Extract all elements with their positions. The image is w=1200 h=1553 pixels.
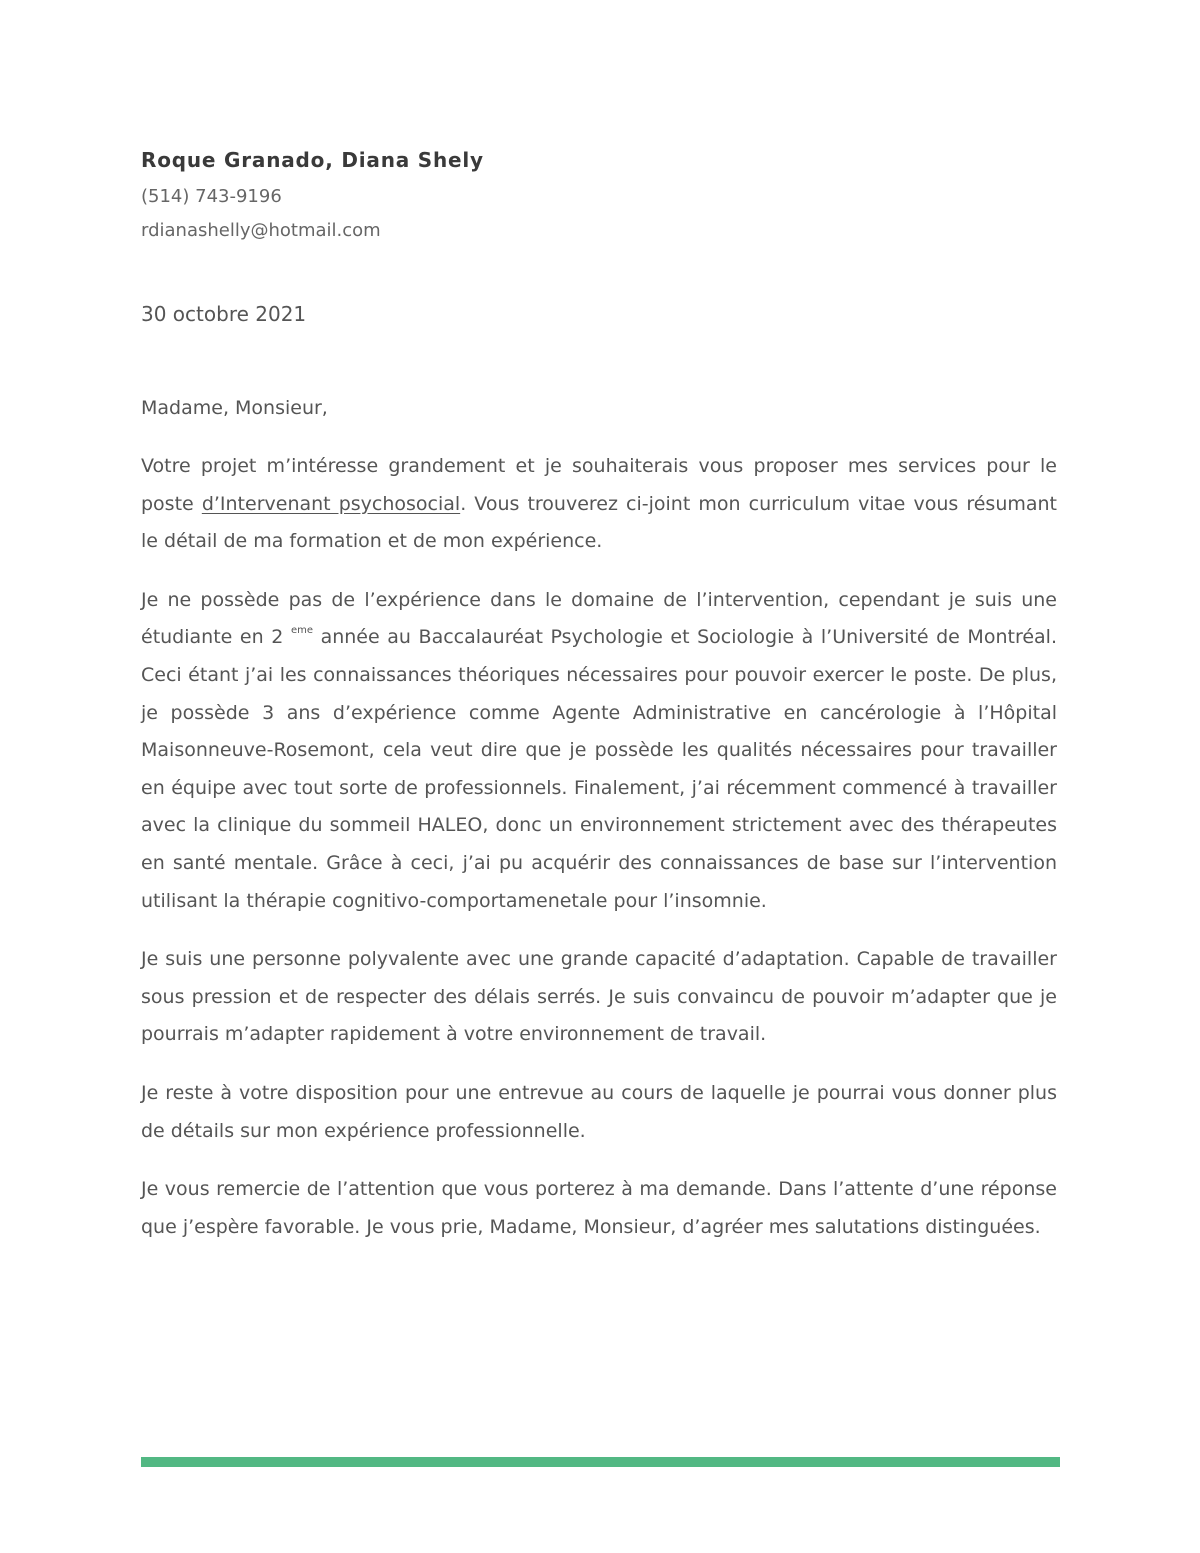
sender-name: Roque Granado, Diana Shely <box>141 148 484 172</box>
paragraph-experience-text-start: Je ne possède pas de l’expérience dans le domaine de l’intervention, cependant je suis une étudiante en 2 <box>141 588 1057 649</box>
sender-phone: (514) 743-9196 <box>141 186 282 207</box>
paragraph-closing: Je vous remercie de l’attention que vous porterez à ma demande. Dans l’attente d’une réponse que j’espère favorable. Je vous prie, Madame, Monsieur, d’agréer mes salutations distinguées. <box>141 1178 1057 1238</box>
paragraph-experience <box>141 582 1057 920</box>
position-title: d’Intervenant psychosocial <box>201 492 461 515</box>
paragraph-intro <box>141 448 1057 561</box>
paragraph-experience-text-end: année au Baccalauréat Psychologie et Sociologie à l’Université de Montréal. Ceci étant j’ai les connaissances théoriques nécessaires pour pouvoir exercer le poste. De plus, je possède 3 ans d’expérience comme Agente Administrative en cancérologie à l’Hôpital Maisonneuve-Rosemont, cela veut dire que je possède les qualités nécessaires pour travailler en équipe avec tout sorte de professionnels. Finalement, j’ai récemment commencé à travailler avec la clinique du sommeil HALEO, donc un environnement strictement avec des thérapeutes en santé mentale. Grâce à ceci, j’ai pu acquérir des connaissances de base sur l’intervention utilisant la thérapie cognitivo-comportamenetale pour l’insomnie. <box>141 626 1057 912</box>
paragraph-qualities: Je suis une personne polyvalente avec une grande capacité d’adaptation. Capable de travailler sous pression et de respecter des délais serrés. Je suis convaincu de pouvoir m’adapter que je pourrais m’adapter rapidement à votre environnement de travail. <box>141 948 1057 1046</box>
letter-body <box>141 448 1057 1267</box>
letter-date: 30 octobre 2021 <box>141 302 307 326</box>
salutation: Madame, Monsieur, <box>141 397 328 419</box>
paragraph-availability: Je reste à votre disposition pour une entrevue au cours de laquelle je pourrai vous donner plus de détails sur mon expérience professionnelle. <box>141 1081 1057 1142</box>
paragraph-intro-text-end: . Vous trouverez ci-joint mon curriculum vitae vous résumant le détail de ma formation et de mon expérience. <box>141 492 1058 553</box>
sender-email: rdianashelly@hotmail.com <box>141 220 381 241</box>
ordinal-superscript: eme <box>290 625 313 637</box>
footer-accent-bar <box>141 1457 1060 1467</box>
paragraph-intro-text-start: Votre projet m’intéresse grandement et je souhaiterais vous proposer mes services pour le poste <box>141 455 1057 515</box>
